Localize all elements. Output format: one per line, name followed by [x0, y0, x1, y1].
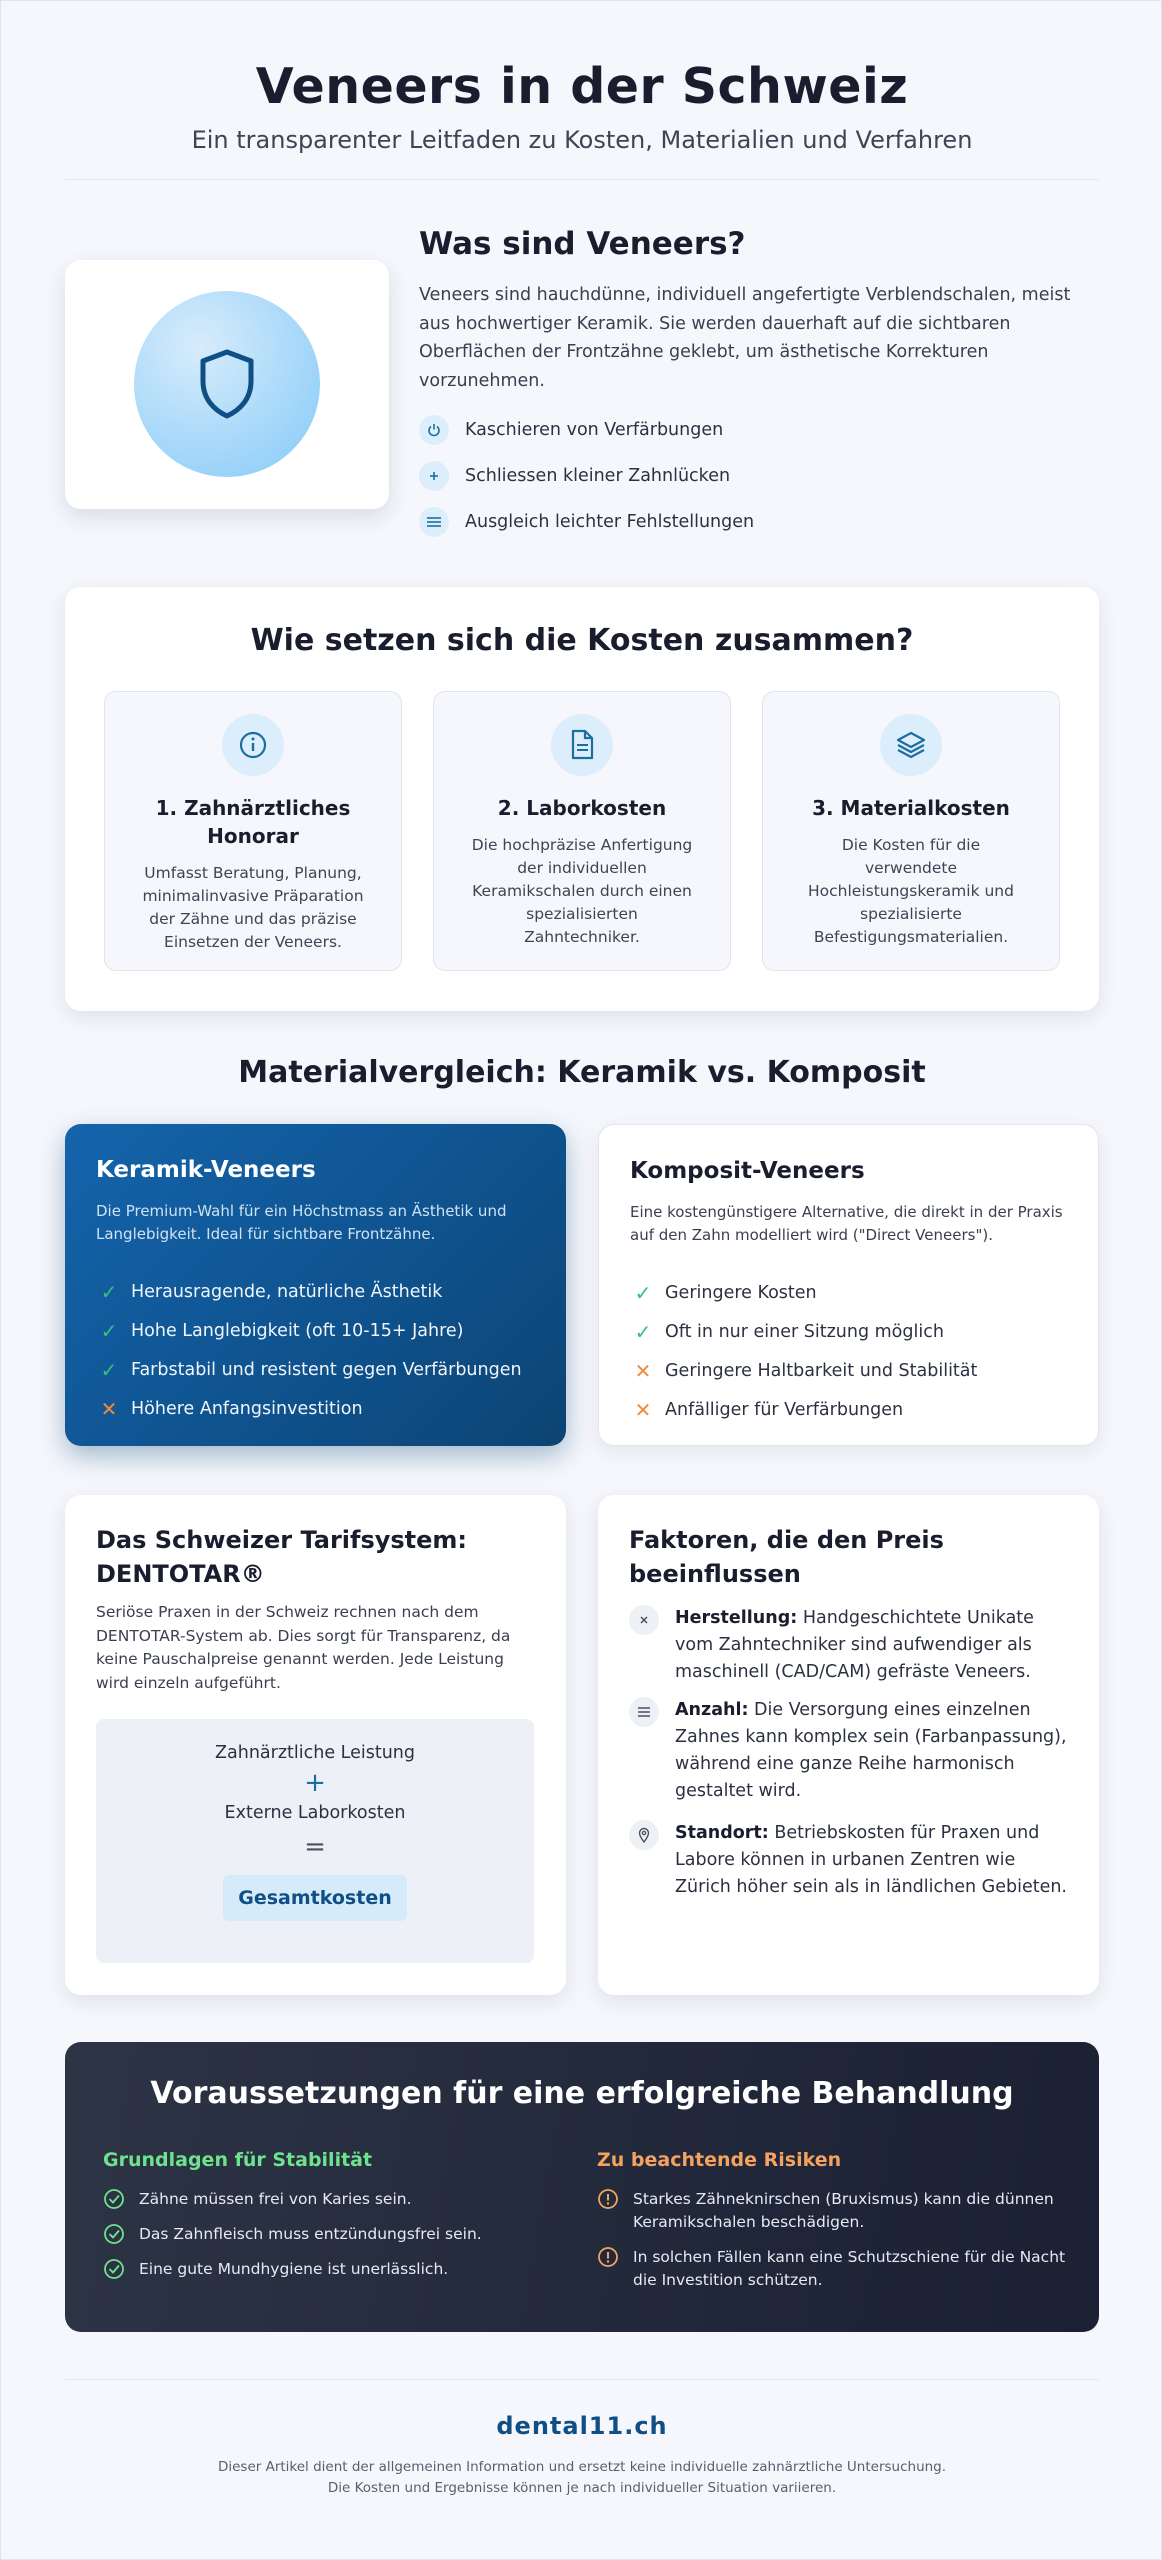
- point-text: Anfälliger für Verfärbungen: [665, 1399, 904, 1420]
- formula-equals: =: [304, 1832, 326, 1862]
- factors-heading: Faktoren, die den Preis beeinflussen: [629, 1526, 944, 1588]
- cost-item-material: [762, 691, 1060, 971]
- list-item: [103, 2258, 573, 2281]
- page-header: [65, 53, 1099, 157]
- komposit-title: Komposit-Veneers: [630, 1158, 865, 1184]
- point-text: Hohe Langlebigkeit (oft 10-15+ Jahre): [131, 1320, 464, 1341]
- list-item: [630, 1390, 977, 1429]
- costs-heading: Wie setzen sich die Kosten zusammen?: [250, 623, 914, 658]
- alert-circle-icon: [597, 2188, 619, 2210]
- factor-text: [675, 1605, 1069, 1686]
- cost-item-title: 1. Zahnärztliches Honorar: [155, 796, 351, 848]
- list-item: [96, 1272, 522, 1311]
- check-icon: ✓: [100, 1279, 118, 1304]
- requirements-heading: Voraussetzungen für eine erfolgreiche Behandlung: [150, 2076, 1014, 2111]
- intro-description: Veneers sind hauchdünne, individuell angefertigte Verblendschalen, meist aus hochwertiger Keramik. Sie werden dauerhaft auf die sichtbaren Oberflächen der Frontzähne geklebt, um ästhetische Korrekturen vorzunehmen.: [419, 285, 1071, 391]
- cross-icon: ✕: [634, 1358, 652, 1383]
- tarif-text: Seriöse Praxen in der Schweiz rechnen nach dem DENTOTAR-System ab. Dies sorgt für Transparenz, da keine Pauschalpreise genannt werden. Jede Leistung wird einzeln aufgeführt.: [96, 1603, 511, 1692]
- list-item: [96, 1350, 522, 1389]
- stability-heading: Grundlagen für Stabilität: [103, 2149, 373, 2171]
- risks-column: [597, 2146, 1067, 2292]
- list-item: [597, 2246, 1067, 2292]
- komposit-subtitle: Eine kostengünstigere Alternative, die direkt in der Praxis auf den Zahn modelliert wird ("Direct Veneers").: [630, 1203, 1063, 1244]
- disclaimer-line: Die Kosten und Ergebnisse können je nach individueller Situation variieren.: [327, 2480, 837, 2496]
- factor-item: [629, 1605, 1069, 1686]
- list-item: [103, 2188, 573, 2211]
- cost-item-honorar: [104, 691, 402, 971]
- risks-heading: Zu beachtende Risiken: [597, 2149, 842, 2171]
- check-icon: ✓: [100, 1357, 118, 1382]
- page-subtitle: Ein transparenter Leitfaden zu Kosten, Materialien und Verfahren: [191, 126, 973, 154]
- materials-heading: Materialvergleich: Keramik vs. Komposit: [238, 1055, 926, 1090]
- cost-item-title: 3. Materialkosten: [812, 796, 1010, 820]
- close-icon: [629, 1605, 659, 1635]
- intro-illustration: [65, 260, 389, 509]
- illustration-circle: [134, 291, 320, 477]
- tarif-heading: Das Schweizer Tarifsystem: DENTOTAR®: [96, 1526, 468, 1588]
- risk-text: Starkes Zähneknirschen (Bruxismus) kann die dünnen Keramikschalen beschädigen.: [633, 2190, 1054, 2231]
- requirements-card: [65, 2042, 1099, 2332]
- factor-label: Herstellung:: [675, 1608, 798, 1628]
- cross-icon: ✕: [634, 1397, 652, 1422]
- footer-disclaimer: [1, 2457, 1162, 2499]
- factor-description: Die Versorgung eines einzelnen Zahnes kann komplex sein (Farbanpassung), während eine ganze Reihe harmonisch gestaltet wird.: [675, 1700, 1067, 1801]
- keramik-title: Keramik-Veneers: [96, 1157, 316, 1183]
- page-title: Veneers in der Schweiz: [255, 58, 909, 115]
- komposit-card: [598, 1124, 1099, 1446]
- feature-label: Ausgleich leichter Fehlstellungen: [465, 512, 755, 532]
- factor-label: Standort:: [675, 1823, 769, 1843]
- formula-total: Gesamtkosten: [223, 1875, 406, 1921]
- power-icon: [419, 415, 449, 445]
- shield-icon: [195, 347, 259, 421]
- factor-item: [629, 1697, 1069, 1805]
- stability-column: [103, 2146, 573, 2281]
- feature-label: Schliessen kleiner Zahnlücken: [465, 466, 731, 486]
- feature-item: [419, 453, 1079, 499]
- point-text: Oft in nur einer Sitzung möglich: [665, 1321, 944, 1342]
- cost-item-text: Umfasst Beratung, Planung, minimalinvasive Präparation der Zähne und das präzise Einsetzen der Veneers.: [142, 864, 364, 951]
- point-text: Herausragende, natürliche Ästhetik: [131, 1281, 443, 1302]
- plus-icon: [419, 461, 449, 491]
- factor-text: [675, 1697, 1069, 1805]
- lines-icon: [419, 507, 449, 537]
- factor-text: [675, 1820, 1069, 1901]
- list-item: [630, 1312, 977, 1351]
- risk-text: In solchen Fällen kann eine Schutzschiene für die Nacht die Investition schützen.: [633, 2248, 1066, 2289]
- cost-formula: [96, 1719, 534, 1963]
- location-pin-icon: [629, 1820, 659, 1850]
- requirement-text: Eine gute Mundhygiene ist unerlässlich.: [139, 2260, 449, 2278]
- list-item: [597, 2188, 1067, 2234]
- info-icon: [222, 714, 284, 776]
- list-item: [96, 1389, 522, 1428]
- factor-label: Anzahl:: [675, 1700, 749, 1720]
- divider: [65, 179, 1099, 180]
- cost-item-text: Die Kosten für die verwendete Hochleistungskeramik und spezialisierte Befestigungsmaterialien.: [808, 836, 1014, 946]
- requirement-text: Zähne müssen frei von Karies sein.: [139, 2190, 412, 2208]
- alert-circle-icon: [597, 2246, 619, 2268]
- formula-plus: +: [304, 1768, 326, 1798]
- tarif-card: [65, 1495, 566, 1995]
- keramik-card: [65, 1124, 566, 1446]
- komposit-points: [630, 1273, 977, 1429]
- feature-label: Kaschieren von Verfärbungen: [465, 420, 724, 440]
- formula-term-lab: Externe Laborkosten: [224, 1803, 406, 1823]
- check-icon: ✓: [100, 1318, 118, 1343]
- point-text: Geringere Haltbarkeit und Stabilität: [665, 1360, 978, 1381]
- feature-item: [419, 407, 1079, 453]
- document-icon: [551, 714, 613, 776]
- check-icon: ✓: [634, 1280, 652, 1305]
- check-icon: ✓: [634, 1319, 652, 1344]
- disclaimer-line: Dieser Artikel dient der allgemeinen Information und ersetzt keine individuelle zahnärztliche Untersuchung.: [217, 2459, 947, 2475]
- cost-item-title: 2. Laborkosten: [497, 796, 667, 820]
- factors-card: [598, 1495, 1099, 1995]
- costs-card: [65, 587, 1099, 1011]
- footer-brand-link[interactable]: dental11.ch: [496, 2412, 668, 2440]
- divider: [65, 2379, 1099, 2380]
- formula-term-dental: Zahnärztliche Leistung: [215, 1743, 415, 1763]
- factor-description: Handgeschichtete Unikate vom Zahntechniker sind aufwendiger als maschinell (CAD/CAM) gefräste Veneers.: [675, 1608, 1034, 1682]
- cost-item-labor: [433, 691, 731, 971]
- cost-item-text: Die hochpräzise Anfertigung der individuellen Keramikschalen durch einen spezialisierten Zahntechniker.: [471, 836, 693, 946]
- list-item: [630, 1273, 977, 1312]
- list-item: [103, 2223, 573, 2246]
- list-item: [630, 1351, 977, 1390]
- check-circle-icon: [103, 2258, 125, 2280]
- cross-icon: ✕: [100, 1396, 118, 1421]
- point-text: Geringere Kosten: [665, 1282, 817, 1303]
- point-text: Farbstabil und resistent gegen Verfärbungen: [131, 1359, 522, 1380]
- layers-icon: [880, 714, 942, 776]
- factor-item: [629, 1820, 1069, 1901]
- requirement-text: Das Zahnfleisch muss entzündungsfrei sein.: [139, 2225, 482, 2243]
- check-circle-icon: [103, 2223, 125, 2245]
- check-circle-icon: [103, 2188, 125, 2210]
- intro-section: [419, 219, 1079, 545]
- factor-description: Betriebskosten für Praxen und Labore können in urbanen Zentren wie Zürich höher sein als in ländlichen Gebieten.: [675, 1823, 1067, 1897]
- list-item: [96, 1311, 522, 1350]
- keramik-points: [96, 1272, 522, 1428]
- keramik-subtitle: Die Premium-Wahl für ein Höchstmass an Ästhetik und Langlebigkeit. Ideal für sichtbare Frontzähne.: [96, 1202, 507, 1243]
- intro-heading: Was sind Veneers?: [419, 226, 746, 262]
- point-text: Höhere Anfangsinvestition: [131, 1398, 363, 1419]
- intro-feature-list: [419, 407, 1079, 545]
- feature-item: [419, 499, 1079, 545]
- list-icon: [629, 1697, 659, 1727]
